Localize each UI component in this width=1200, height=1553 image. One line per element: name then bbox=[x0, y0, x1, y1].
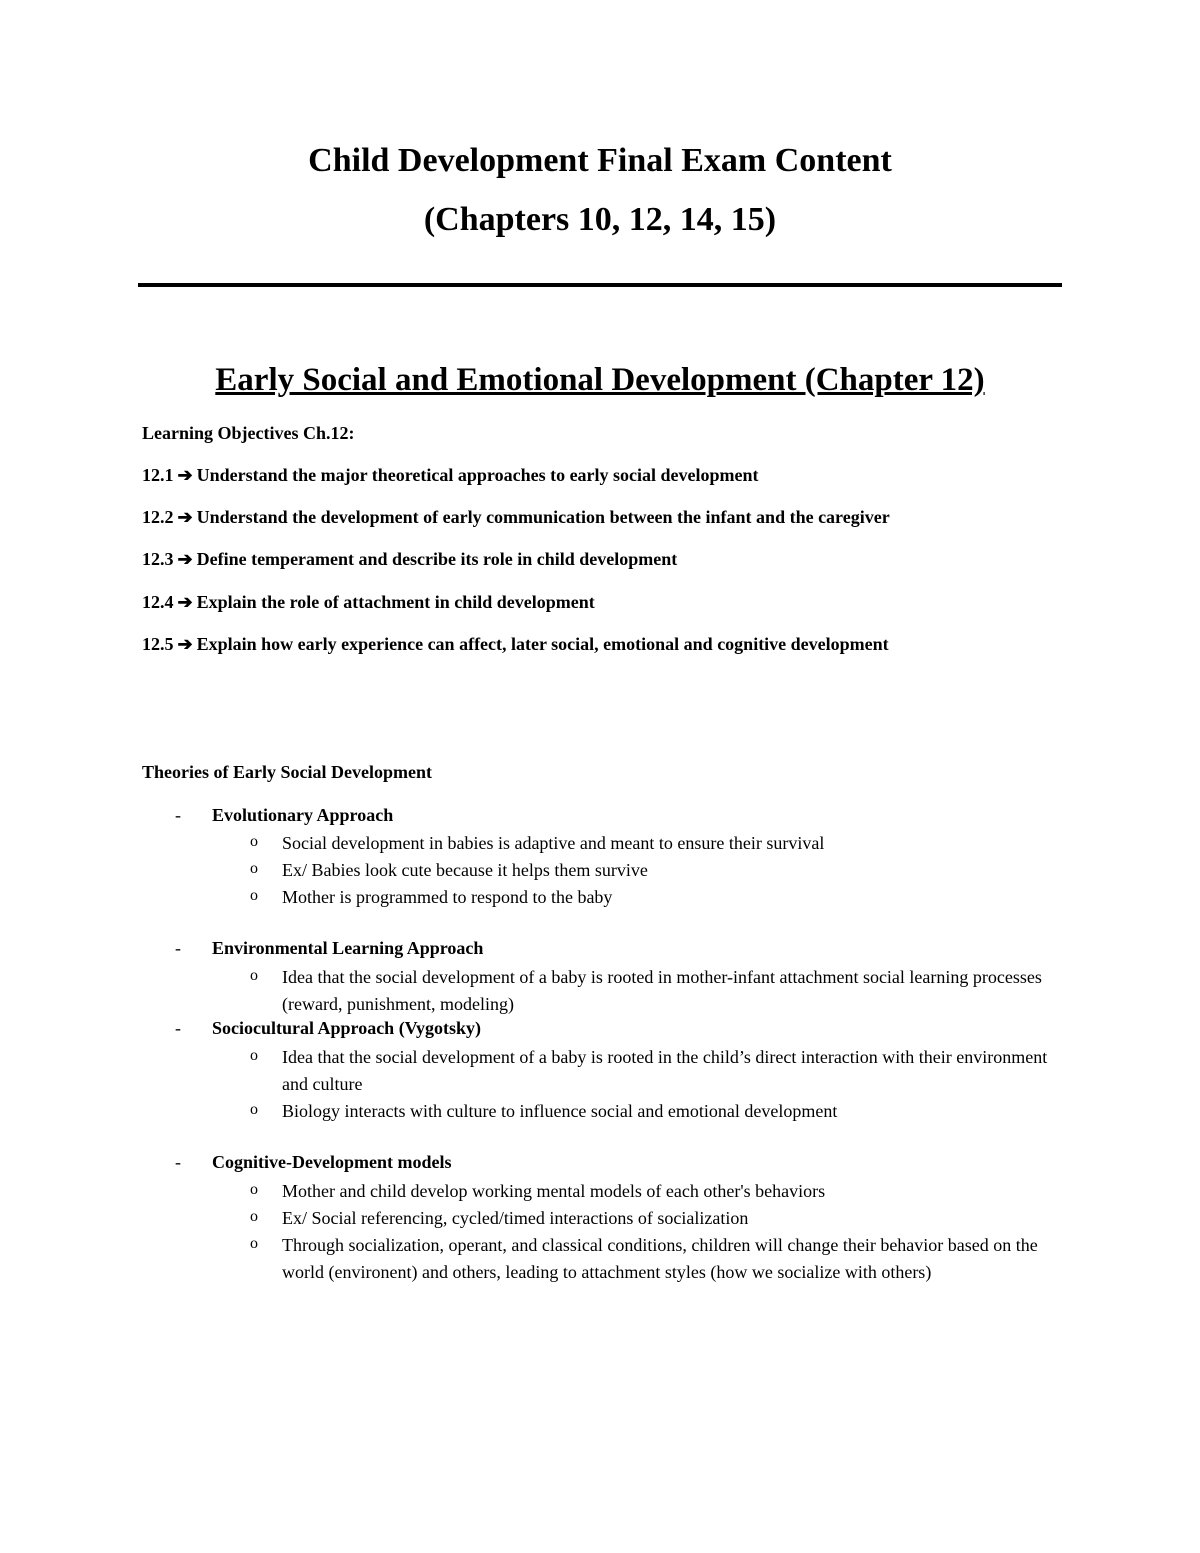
objective-item bbox=[142, 465, 759, 486]
bullet-text: Social development in babies is adaptive and meant to ensure their survival bbox=[282, 833, 825, 853]
bullet-marker: o bbox=[250, 860, 258, 877]
objective-text: Explain the role of attachment in child development bbox=[196, 592, 595, 612]
objective-item bbox=[142, 634, 889, 655]
arrow-right-icon: ➔ bbox=[177, 507, 193, 527]
bullet-marker: o bbox=[250, 887, 258, 904]
approach-name: Cognitive-Development models bbox=[212, 1152, 452, 1172]
document-title: Child Development Final Exam Content bbox=[308, 142, 892, 179]
approach-name: Sociocultural Approach (Vygotsky) bbox=[212, 1018, 482, 1038]
bullet-text: Mother and child develop working mental models of each other's behaviors bbox=[282, 1181, 826, 1201]
list-dash: - bbox=[175, 1018, 181, 1038]
arrow-right-icon: ➔ bbox=[177, 592, 193, 612]
bullet-text: Ex/ Babies look cute because it helps them survive bbox=[282, 860, 648, 880]
learning-objectives-label: Learning Objectives Ch.12: bbox=[142, 423, 355, 443]
horizontal-rule bbox=[138, 283, 1062, 287]
bullet-marker: o bbox=[250, 1101, 258, 1118]
objective-text: Understand the development of early communication between the infant and the caregiver bbox=[196, 507, 890, 527]
arrow-right-icon: ➔ bbox=[177, 465, 193, 485]
objective-number: 12.2 bbox=[142, 507, 174, 527]
bullet-marker: o bbox=[250, 833, 258, 850]
document-chapters: (Chapters 10, 12, 14, 15) bbox=[423, 201, 777, 238]
approach-name: Environmental Learning Approach bbox=[212, 938, 484, 958]
approach-name: Evolutionary Approach bbox=[212, 805, 394, 825]
bullet-text: Biology interacts with culture to influence social and emotional development bbox=[282, 1101, 838, 1121]
bullet-text: Through socialization, operant, and classical conditions, children will change their behavior based on the world (environent) and others, leading to attachment styles (how we socialize with others) bbox=[282, 1235, 1038, 1282]
objective-text: Understand the major theoretical approaches to early social development bbox=[196, 465, 759, 485]
bullet-text: Mother is programmed to respond to the baby bbox=[282, 887, 613, 907]
objective-text: Explain how early experience can affect, later social, emotional and cognitive development bbox=[196, 634, 889, 654]
objective-number: 12.5 bbox=[142, 634, 174, 654]
list-dash: - bbox=[175, 938, 181, 958]
objective-text: Define temperament and describe its role in child development bbox=[196, 549, 678, 569]
section-heading: Early Social and Emotional Development (Chapter 12) bbox=[215, 362, 985, 398]
objective-item bbox=[142, 549, 677, 570]
bullet-text: Ex/ Social referencing, cycled/timed interactions of socialization bbox=[282, 1208, 749, 1228]
objective-number: 12.4 bbox=[142, 592, 174, 612]
arrow-right-icon: ➔ bbox=[177, 634, 193, 654]
objective-number: 12.3 bbox=[142, 549, 174, 569]
list-dash: - bbox=[175, 1152, 181, 1172]
objective-item bbox=[142, 507, 890, 528]
bullet-marker: o bbox=[250, 967, 258, 984]
arrow-right-icon: ➔ bbox=[177, 549, 193, 569]
bullet-text: Idea that the social development of a baby is rooted in the child’s direct interaction with their environment and culture bbox=[282, 1047, 1048, 1094]
bullet-marker: o bbox=[250, 1047, 258, 1064]
list-dash: - bbox=[175, 805, 181, 825]
bullet-marker: o bbox=[250, 1235, 258, 1252]
objective-item bbox=[142, 592, 595, 613]
bullet-text: Idea that the social development of a baby is rooted in mother-infant attachment social learning processes (reward, punishment, modeling) bbox=[282, 967, 1042, 1014]
theories-heading: Theories of Early Social Development bbox=[142, 762, 432, 782]
objective-number: 12.1 bbox=[142, 465, 174, 485]
bullet-marker: o bbox=[250, 1208, 258, 1225]
bullet-marker: o bbox=[250, 1181, 258, 1198]
